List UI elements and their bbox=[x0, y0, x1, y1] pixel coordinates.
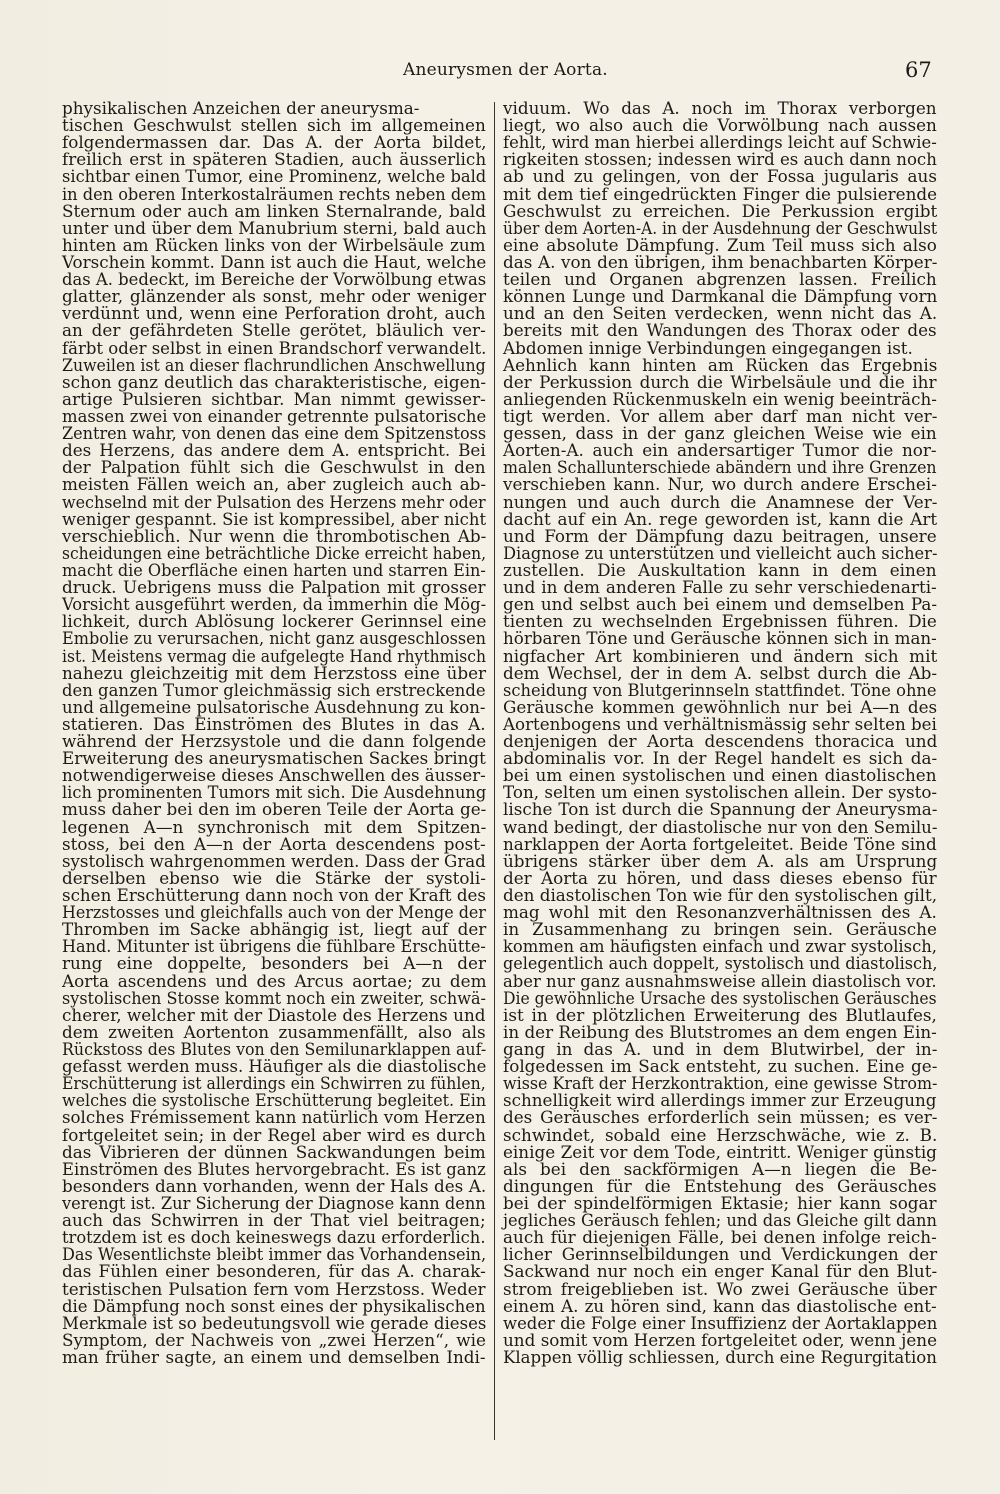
text-line: rigkeiten stossen; indessen wird es auch dann noch bbox=[503, 149, 937, 170]
text-line: in den oberen Interkostalräumen rechts neben dem bbox=[62, 183, 487, 204]
text-line: folgendermassen dar. Das A. der Aorta bildet, bbox=[62, 132, 487, 153]
text-line: weniger gespannt. Sie ist kompressibel, aber nicht bbox=[62, 508, 487, 529]
text-line: und an den Seiten verdecken, wenn nicht das A. bbox=[503, 303, 938, 324]
text-line: eine absolute Dämpfung. Zum Teil muss sich also bbox=[503, 234, 937, 255]
text-line: massen zwei von einander getrennte pulsatorische bbox=[62, 405, 487, 426]
text-line: auch das Schwirren in der That viel beitragen; bbox=[62, 1210, 486, 1231]
text-line: dacht auf ein An. rege geworden ist, kann die Art bbox=[503, 508, 938, 529]
text-line: sichtbar einen Tumor, eine Prominenz, welche bald bbox=[62, 166, 487, 187]
text-line: gessen, dass in der ganz gleichen Weise wie ein bbox=[503, 423, 937, 444]
text-line: Aorta ascendens und des Arcus aortae; zu dem bbox=[62, 970, 487, 991]
text-line: stoss, bei den A—n der Aorta descendens post- bbox=[62, 833, 486, 854]
text-line: der Aorta zu hören, und dass dieses ebenso für bbox=[503, 867, 937, 888]
text-line: Einströmen des Blutes hervorgebracht. Es ist ganz bbox=[62, 1158, 486, 1179]
text-line: hörbaren Töne und Geräusche können sich in man- bbox=[503, 628, 937, 649]
left-text-column bbox=[62, 100, 486, 1366]
text-line: teilen und Organen abgrenzen lassen. Freilich bbox=[503, 269, 937, 290]
text-line: gen und selbst auch bei einem und demselben Pa- bbox=[503, 594, 938, 615]
text-line: kommen am häufigsten einfach und zwar systolisch, bbox=[503, 936, 937, 957]
text-line: trotzdem ist es doch keineswegs dazu erforderlich. bbox=[62, 1227, 486, 1248]
text-line: teristischen Pulsation fern vom Herzstoss. Weder bbox=[62, 1278, 486, 1299]
text-line: artige Pulsieren sichtbar. Man nimmt gewisser- bbox=[62, 388, 486, 409]
text-line: als bei den sackförmigen A—n liegen die Be- bbox=[503, 1158, 937, 1179]
text-line: übrigens stärker über dem A. als am Ursprung bbox=[503, 850, 938, 871]
text-line: ist. Meistens vermag die aufgelegte Hand rhythmisch bbox=[62, 645, 486, 666]
text-line: licher Gerinnselbildungen und Verdickungen der bbox=[503, 1244, 938, 1265]
text-line: über dem Aorten-A. in der Ausdehnung der Geschwulst bbox=[503, 217, 938, 238]
text-line: Herzstosses und gleichfalls auch von der Menge der bbox=[62, 902, 486, 923]
text-line: notwendigerweise dieses Anschwellen des äusser- bbox=[62, 765, 486, 786]
text-line: mit dem tief eingedrückten Finger die pulsierende bbox=[503, 183, 938, 204]
text-line: tienten zu wechselnden Ergebnissen führen. Die bbox=[503, 611, 937, 632]
text-line: strom freigeblieben ist. Wo zwei Geräusche über bbox=[503, 1278, 937, 1299]
text-line: der Palpation fühlt sich die Geschwulst in den bbox=[62, 457, 486, 478]
text-line: scheidung von Blutgerinnseln stattfindet. Töne ohne bbox=[503, 679, 937, 700]
text-line: cherer, welcher mit der Diastole des Herzens und bbox=[62, 1004, 486, 1025]
text-line: tigt werden. Vor allem aber darf man nicht ver- bbox=[503, 405, 938, 426]
text-line: viduum. Wo das A. noch im Thorax verborgen bbox=[503, 98, 937, 118]
text-line: legenen A—n synchronisch mit dem Spitzen- bbox=[62, 816, 487, 837]
text-line: zustellen. Die Auskultation kann in dem einen bbox=[503, 559, 937, 580]
text-line: Embolie zu verursachen, nicht ganz ausgeschlossen bbox=[62, 628, 487, 649]
text-line: ist in der plötzlichen Erweiterung des Blutlaufes, bbox=[503, 1004, 937, 1025]
text-line: folgedessen im Sack entsteht, zu suchen. Eine ge- bbox=[503, 1056, 938, 1077]
text-line: denjenigen der Aorta descendens thoracica und bbox=[503, 731, 938, 752]
text-line: physikalischen Anzeichen der aneurysma- bbox=[62, 98, 420, 118]
text-line: des Geräusches erforderlich sein müssen; es ver- bbox=[503, 1107, 938, 1128]
text-line: Merkmale ist so bedeutungsvoll wie gerade dieses bbox=[62, 1312, 487, 1333]
text-line: bei um einen systolischen und einen diastolischen bbox=[503, 765, 937, 786]
text-line: das Vibrieren der dünnen Sackwandungen beim bbox=[62, 1141, 486, 1162]
text-line: Erweiterung des aneurysmatischen Sackes bringt bbox=[62, 748, 486, 769]
text-line: statieren. Das Einströmen des Blutes in das A. bbox=[62, 713, 486, 734]
text-line: schwindet, sobald eine Herzschwäche, wie z. B. bbox=[503, 1124, 938, 1145]
text-line: in der Reibung des Blutstromes an dem engen Ein- bbox=[503, 1021, 937, 1042]
text-line: des Herzens, das andere dem A. entspricht. Bei bbox=[62, 440, 486, 461]
text-line: verengt ist. Zur Sicherung der Diagnose kann denn bbox=[62, 1193, 486, 1213]
text-line: in Zusammenhang zu bringen sein. Geräusche bbox=[503, 919, 937, 940]
text-line: muss daher bei den im oberen Teile der Aorta ge- bbox=[62, 799, 487, 820]
text-line: anliegenden Rückenmuskeln ein wenig beeinträch- bbox=[503, 388, 937, 409]
running-title: Aneurysmen der Aorta. bbox=[403, 60, 608, 80]
text-line: bei der spindelförmigen Ektasie; hier kann sogar bbox=[503, 1193, 937, 1213]
text-line: das A. von den übrigen, ihm benachbarten Körper- bbox=[503, 251, 938, 272]
text-line: macht die Oberfläche einen harten und starren Ein- bbox=[62, 559, 486, 580]
text-line: nahezu gleichzeitig mit dem Herzstoss eine über bbox=[62, 662, 487, 683]
text-line: Vorschein kommt. Dann ist auch die Haut, welche bbox=[62, 251, 487, 272]
text-line: die Dämpfung noch sonst eines der physikalischen bbox=[62, 1295, 486, 1316]
text-line: können Lunge und Darmkanal die Dämpfung vorn bbox=[503, 286, 938, 307]
text-line: der Perkussion durch die Wirbelsäule und die ihr bbox=[503, 371, 937, 392]
text-line: lich prominenten Tumors mit sich. Die Ausdehnung bbox=[62, 782, 487, 803]
text-line: gang in das A. und in dem Blutwirbel, der in- bbox=[503, 1039, 938, 1060]
text-line: Sackwand nur noch ein enger Kanal für den Blut- bbox=[503, 1261, 938, 1282]
text-line: und allgemeine pulsatorische Ausdehnung zu kon- bbox=[62, 696, 486, 717]
text-line: Hand. Mitunter ist übrigens die fühlbare Erschütte- bbox=[62, 936, 486, 957]
text-line: lische Ton ist durch die Spannung der Aneurysma- bbox=[503, 799, 938, 820]
text-line: gelegentlich auch doppelt, systolisch und diastolisch, bbox=[503, 953, 938, 974]
text-line: jegliches Geräusch fehlen; und das Gleiche gilt dann bbox=[503, 1210, 937, 1231]
text-line: den diastolischen Ton wie für den systolischen gilt, bbox=[503, 885, 938, 906]
text-line: Sternum oder auch am linken Sternalrande, bald bbox=[62, 200, 486, 221]
text-line: Symptom, der Nachweis von „zwei Herzen“, wie bbox=[62, 1329, 486, 1350]
text-line: scheidungen eine beträchtliche Dicke erreicht haben, bbox=[62, 542, 487, 563]
text-line: welches die systolische Erschütterung begleitet. Ein bbox=[62, 1090, 487, 1111]
text-line: hinten am Rücken links von der Wirbelsäule zum bbox=[62, 234, 486, 255]
text-line: färbt oder selbst in einen Brandschorf verwandelt. bbox=[62, 337, 487, 358]
text-line: einige Zeit vor dem Tode, eintritt. Weniger günstig bbox=[503, 1141, 937, 1162]
text-line: schen Erschütterung dann noch von der Kraft des bbox=[62, 885, 486, 906]
text-line: malen Schallunterschiede abändern und ihre Grenzen bbox=[503, 457, 937, 478]
text-line: Erschütterung ist allerdings ein Schwirren zu fühlen, bbox=[62, 1073, 486, 1094]
text-line: solches Frémissement kann natürlich vom Herzen bbox=[62, 1107, 486, 1128]
text-line: Diagnose zu unterstützen und vielleicht auch sicher- bbox=[503, 542, 938, 563]
page-header bbox=[0, 60, 1000, 90]
text-line: Rückstoss des Blutes von den Semilunarklappen auf- bbox=[62, 1039, 487, 1060]
text-line: Thromben im Sacke abhängig ist, liegt auf der bbox=[62, 919, 487, 940]
text-line: schon ganz deutlich das charakteristische, eigen- bbox=[62, 371, 487, 392]
text-line: aber nur ganz ausnahmsweise allein diastolisch vor. bbox=[503, 970, 937, 991]
text-line: Ton, selten um einen systolischen allein. Der systo- bbox=[503, 782, 938, 803]
text-line: einem A. zu hören sind, kann das diastolische ent- bbox=[503, 1295, 937, 1316]
text-line: Aehnlich kann hinten am Rücken das Ergebnis bbox=[503, 354, 938, 375]
text-line: Die gewöhnliche Ursache des systolischen Geräusches bbox=[503, 987, 937, 1008]
text-line: liegt, wo also auch die Vorwölbung nach aussen bbox=[503, 115, 937, 136]
text-line: ab und zu gelingen, von der Fossa jugularis aus bbox=[503, 166, 937, 187]
text-line: tischen Geschwulst stellen sich im allgemeinen bbox=[62, 115, 486, 136]
text-line: nigfacher Art kombinieren und ändern sich mit bbox=[503, 645, 938, 666]
text-line: verschieben kann. Nur, wo durch andere Erschei- bbox=[503, 474, 937, 495]
text-line: narklappen der Aorta fortgeleitet. Beide Töne sind bbox=[503, 833, 937, 854]
text-line: man früher sagte, an einem und demselben Indi- bbox=[62, 1346, 486, 1367]
text-line: Aortenbogens und verhältnismässig sehr selten bei bbox=[503, 713, 937, 734]
text-line: systolisch wahrgenommen werden. Dass der Grad bbox=[62, 850, 486, 871]
text-line: wechselnd mit der Pulsation des Herzens mehr oder bbox=[62, 491, 486, 512]
text-line: schnelligkeit wird allerdings immer zur Erzeugung bbox=[503, 1090, 937, 1111]
text-line: systolischen Stosse kommt noch ein zweiter, schwä- bbox=[62, 987, 486, 1008]
page-number: 67 bbox=[905, 58, 932, 82]
text-line: lichkeit, durch Ablösung lockerer Gerinnsel eine bbox=[62, 611, 487, 632]
text-line: Zuweilen ist an dieser flachrundlichen Anschwellung bbox=[62, 354, 486, 375]
text-line: wand bedingt, der diastolische nur von den Semilu- bbox=[503, 816, 938, 837]
text-line: dingungen für die Entstehung des Geräusches bbox=[503, 1175, 937, 1196]
text-line: auch für diejenigen Fälle, bei denen infolge reich- bbox=[503, 1227, 937, 1248]
text-line: meisten Fällen weich an, aber zugleich auch ab- bbox=[62, 474, 487, 495]
text-line: wisse Kraft der Herzkontraktion, eine gewisse Strom- bbox=[503, 1073, 938, 1094]
text-line: und in dem anderen Falle zu sehr verschiedenarti- bbox=[503, 577, 937, 598]
text-line: freilich erst in späteren Stadien, auch äusserlich bbox=[62, 149, 487, 170]
text-line: während der Herzsystole und die dann folgende bbox=[62, 731, 487, 752]
text-line: Geräusche kommen gewöhnlich nur bei A—n des bbox=[503, 696, 938, 717]
text-line: weder die Folge einer Insuffizienz der Aortaklappen bbox=[503, 1312, 938, 1333]
text-line: derselben ebenso wie die Stärke der systoli- bbox=[62, 867, 486, 888]
text-line: Geschwulst zu erreichen. Die Perkussion ergibt bbox=[503, 200, 938, 221]
text-line: Aorten-A. auch ein andersartiger Tumor die nor- bbox=[503, 440, 937, 461]
text-line: den ganzen Tumor gleichmässig sich erstreckende bbox=[62, 679, 486, 700]
text-line: Vorsicht ausgeführt werden, da immerhin die Mög- bbox=[62, 594, 487, 615]
text-line: besonders dann vorhanden, wenn der Hals des A. bbox=[62, 1175, 487, 1196]
text-line: nungen und auch durch die Anamnese der Ver- bbox=[503, 491, 938, 512]
text-line: verdünnt und, wenn eine Perforation droht, auch bbox=[62, 303, 486, 324]
text-line: Abdomen innige Verbindungen eingegangen ist. bbox=[503, 337, 913, 358]
text-line: rung eine doppelte, besonders bei A—n der bbox=[62, 953, 487, 974]
right-text-column bbox=[503, 100, 937, 1366]
text-line: an der gefährdeten Stelle gerötet, bläulich ver- bbox=[62, 320, 486, 341]
text-line: verschieblich. Nur wenn die thrombotischen Ab- bbox=[62, 525, 487, 546]
column-divider bbox=[494, 102, 495, 1440]
text-line: bereits mit den Wandungen des Thorax oder des bbox=[503, 320, 937, 341]
text-line: und somit vom Herzen fortgeleitet oder, wenn jene bbox=[503, 1329, 938, 1350]
text-line: glatter, glänzender als sonst, mehr oder weniger bbox=[62, 286, 487, 307]
text-line: mag wohl mit den Resonanzverhältnissen des A. bbox=[503, 902, 937, 923]
text-line: Das Wesentlichste bleibt immer das Vorhandensein, bbox=[62, 1244, 487, 1265]
text-line: und Form der Dämpfung dazu beitragen, unsere bbox=[503, 525, 937, 546]
text-line: abdominalis vor. In der Regel handelt es sich da- bbox=[503, 748, 938, 769]
text-line: fehlt, wird man hierbei allerdings leicht auf Schwie- bbox=[503, 132, 937, 153]
text-line: druck. Uebrigens muss die Palpation mit grosser bbox=[62, 577, 486, 598]
text-line: das Fühlen einer besonderen, für das A. charak- bbox=[62, 1261, 486, 1282]
text-line: unter und über dem Manubrium sterni, bald auch bbox=[62, 217, 487, 238]
text-line: Zentren wahr, von denen das eine dem Spitzenstoss bbox=[62, 423, 487, 444]
text-line: Klappen völlig schliessen, durch eine Regurgitation bbox=[503, 1346, 937, 1367]
text-line: dem Wechsel, der in dem A. selbst durch die Ab- bbox=[503, 662, 938, 683]
text-line: gefasst werden muss. Häufiger als die diastolische bbox=[62, 1056, 487, 1077]
text-line: dem zweiten Aortenton zusammenfällt, also als bbox=[62, 1021, 486, 1042]
text-line: das A. bedeckt, im Bereiche der Vorwölbung etwas bbox=[62, 269, 487, 290]
text-line: fortgeleitet sein; in der Regel aber wird es durch bbox=[62, 1124, 486, 1145]
